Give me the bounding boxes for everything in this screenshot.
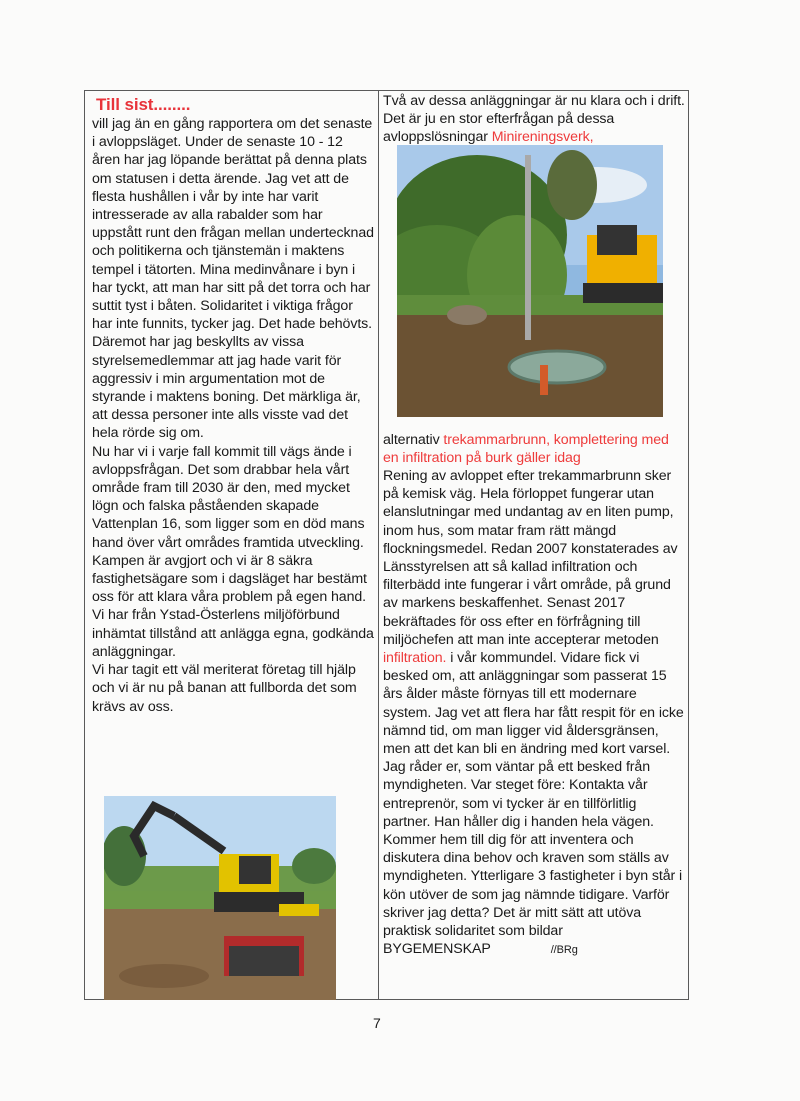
photo-excavator-graphic bbox=[104, 796, 336, 1000]
signature: //BRg bbox=[550, 944, 578, 957]
right-alt-highlight: trekammarbrunn, komplettering med en infiltration på burk gäller idag bbox=[383, 431, 669, 466]
left-paragraph-2: Nu har vi i varje fall kommit till vägs ände i avloppsfrågan. Det som drabbar hela vårt område fram till 2030 är den, med mycket lögn och falska påståenden skapade Vattenplan 16, som ligger som en död mans hand över vårt områdes framtida utveckling. Kampen är avgjort och vi är 8 säkra fastighetsägare som i dagsläget har bestämt oss för att klara våra problem på egen hand. Vi har från Ystad-Österlens miljöförbund inhämtat tillstånd att anlägga egna, godkända anläggningar. bbox=[92, 443, 374, 660]
photo-sewage-installation bbox=[397, 145, 663, 417]
right-intro bbox=[383, 92, 685, 147]
photo-sewage-installation-graphic bbox=[397, 145, 663, 417]
page-number: 7 bbox=[373, 1015, 381, 1031]
right-intro-highlight: Minireningsverk, bbox=[491, 129, 594, 146]
left-paragraph-1: vill jag än en gång rapportera om det senaste i avloppsläget. Under de senaste 10 - 12 åren har jag löpande berättat på denna plats om statusen i detta ärende. Jag vet att de flesta hushållen i vår by inte har varit intresserade av alla rabalder som har uppstått runt den frågan mellan undertecknad och politikerna och tjänstemän i maktens tempel i tätorten. Mina medinvånare i byn i har tyckt, att man har sitt på det torra och har suttit tyst i båten. Solidaritet i viktiga frågor har inte funnits, tycker jag. Det hade behövts. Däremot har jag beskyllts av vissa styrelsemedlemmar att jag hade varit för aggressiv i min argumentation mot de styrande i maktens boning. Det märkliga är, att dessa personer inte alls visste vad det hela rörde sig om. bbox=[92, 116, 374, 442]
right-body-text-2: i vår kommundel. Vidare fick vi besked om, att anläggningar som passerat 15 års ålder måste förnyas till ett modernare system. Jag vet att flera har fått respit för en icke nämnd tid, om man ligger vid åldersgränsen, men att det kan bli en ändring med kort varsel. Jag råder er, som väntar på ett besked från myndigheten. Var steget före: Kontakta vår entreprenör, som vi tycker är en tillförlitlig partner. Han håller dig i handen hela vägen. Kommer hem till dig för att inventera och diskutera dina behov och kraven som ställs av myndigheten. Ytterligare 3 fastigheter i byn står i kön utöver de som jag nämnde tidigare. Varför skriver jag detta? Det är mitt sätt att utöva praktisk solidaritet som bildar BYGEMENSKAP bbox=[383, 650, 684, 958]
column-divider bbox=[378, 90, 379, 1000]
left-column bbox=[92, 95, 374, 716]
right-alt-text: alternativ bbox=[383, 431, 444, 448]
photo-excavator bbox=[104, 796, 336, 1000]
left-paragraph-3: Vi har tagit ett väl meriterat företag till hjälp och vi är nu på banan att fullborda det som krävs av oss. bbox=[92, 662, 357, 715]
right-intro-text: Två av dessa anläggningar är nu klara och i drift. Det är ju en stor efterfrågan på dessa avloppslösningar bbox=[383, 93, 685, 146]
right-body-text-1: Rening av avloppet efter trekammarbrunn sker på kemisk väg. Hela förloppet fungerar utan elanslutningar med undantag av en liten pump, inom hus, som matar fram rätt mängd flockningsmedel. Redan 2007 konstaterades av Länsstyrelsen att så kallad infiltration och filterbädd inte fungerar i vårt område, på grund av markens beskaffenhet. Senast 2017 bekräftades för oss efter en förfrågning till miljöchefen att man inte accepterar metoden bbox=[383, 468, 678, 648]
right-alternative bbox=[383, 431, 685, 467]
right-body bbox=[383, 467, 685, 959]
right-body-highlight: infiltration. bbox=[383, 650, 447, 667]
article-heading: Till sist........ bbox=[96, 95, 191, 114]
